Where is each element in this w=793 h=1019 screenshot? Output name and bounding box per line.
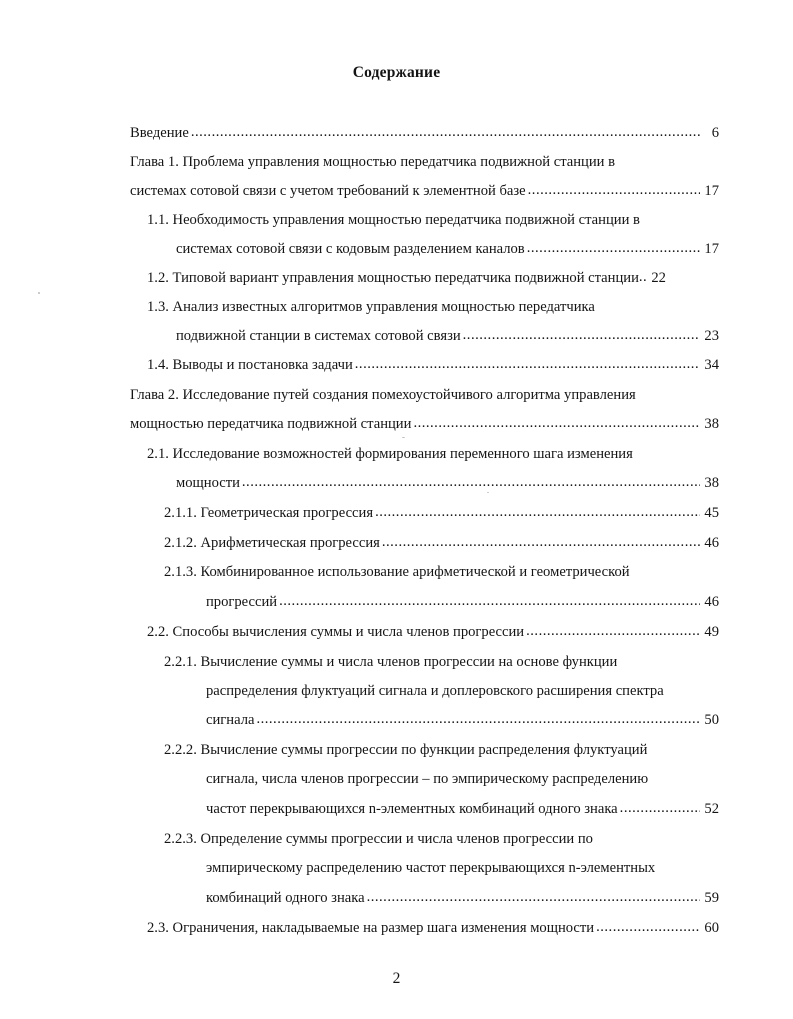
toc-entry-2-1-3[interactable]	[206, 593, 719, 611]
dot-leader	[191, 123, 700, 141]
toc-entry-2-2-3-line-1[interactable]: 2.2.3. Определение суммы прогрессии и числа членов прогрессии по	[164, 831, 593, 847]
page-number: 2	[392, 970, 401, 987]
dot-leader	[367, 888, 700, 906]
dot-leader	[526, 622, 700, 640]
dot-leader	[375, 503, 700, 521]
toc-entry-text: 1.4. Выводы и постановка задачи	[147, 357, 353, 373]
toc-entry-text: системах сотовой связи с учетом требований к элементной базе	[130, 183, 526, 199]
dot-leader	[279, 592, 700, 610]
dot-leader	[242, 473, 700, 491]
toc-page-number: 59	[704, 890, 719, 906]
toc-page-number: 22	[651, 270, 666, 286]
dot-leader	[413, 414, 700, 432]
toc-page-number: 52	[704, 801, 719, 817]
toc-entry-2-1[interactable]	[176, 474, 719, 492]
toc-entry-text: 1.2. Типовой вариант управления мощностью передатчика подвижной станции	[147, 270, 639, 286]
dot-leader	[355, 355, 700, 373]
toc-entry-text: прогрессий	[206, 594, 278, 610]
toc-page-number: 34	[704, 357, 719, 373]
toc-page-number: 46	[704, 594, 719, 610]
toc-entry-2-1-2[interactable]	[164, 534, 719, 552]
toc-entry-text: 2.3. Ограничения, накладываемые на размер шага изменения мощности	[147, 920, 595, 936]
toc-entry-1-1-line-1[interactable]: 1.1. Необходимость управления мощностью передатчика подвижной станции в	[147, 212, 640, 228]
toc-entry-text: подвижной станции в системах сотовой связи	[176, 328, 461, 344]
toc-page-number: 60	[704, 920, 719, 936]
toc-entry-text: сигнала	[206, 712, 255, 728]
toc-entry-text: 2.2. Способы вычисления суммы и числа членов прогрессии	[147, 624, 525, 640]
dot-leader	[639, 268, 647, 286]
toc-entry-2-1-line-1[interactable]: 2.1. Исследование возможностей формирования переменного шага изменения	[147, 446, 633, 462]
toc-entry-2-1-3-line-1[interactable]: 2.1.3. Комбинированное использование арифметической и геометрической	[164, 564, 630, 580]
toc-entry-2-2-2-line-1[interactable]: 2.2.2. Вычисление суммы прогрессии по функции распределения флуктуаций	[164, 742, 648, 758]
toc-page-number: 23	[704, 328, 719, 344]
dot-leader	[256, 710, 700, 728]
toc-entry-text: системах сотовой связи с кодовым разделением каналов	[176, 241, 525, 257]
toc-entry-1-4[interactable]	[147, 356, 719, 374]
toc-entry-text: мощности	[176, 475, 240, 491]
toc-entry-2-2-2-line-2[interactable]: сигнала, числа членов прогрессии – по эмпирическому распределению	[206, 771, 649, 787]
dot-leader	[596, 918, 700, 936]
toc-entry-1-1[interactable]	[176, 240, 719, 258]
toc-page-number: 46	[704, 535, 719, 551]
toc-entry-2-3[interactable]	[147, 919, 719, 937]
toc-page-number: 38	[704, 416, 719, 432]
toc-page-number: 17	[704, 241, 719, 257]
toc-page-number: 17	[704, 183, 719, 199]
scan-speck	[402, 437, 405, 438]
toc-entry-2-2-1[interactable]	[206, 711, 719, 729]
toc-entry-text: частот перекрывающихся n-элементных комбинаций одного знака	[206, 801, 618, 817]
toc-entry-text: комбинаций одного знака	[206, 890, 365, 906]
toc-entry-2-2-3-line-2[interactable]: эмпирическому распределению частот перекрывающихся n-элементных	[206, 860, 656, 876]
toc-entry-text: 2.1.1. Геометрическая прогрессия	[164, 505, 374, 521]
toc-entry-1-3-line-1[interactable]: 1.3. Анализ известных алгоритмов управления мощностью передатчика	[147, 299, 595, 315]
toc-entry-text: мощностью передатчика подвижной станции	[130, 416, 412, 432]
toc-page-number: 6	[711, 125, 719, 141]
toc-page-number: 38	[704, 475, 719, 491]
toc-entry-2-2-2[interactable]	[206, 800, 719, 818]
toc-entry-chapter-2[interactable]	[130, 415, 719, 433]
toc-page-number: 50	[704, 712, 719, 728]
toc-entry-chapter-1[interactable]	[130, 182, 719, 200]
dot-leader	[382, 533, 700, 551]
toc-entry-1-3[interactable]	[176, 327, 719, 345]
page-title: Содержание	[352, 64, 441, 81]
toc-entry-chapter-2-line-1[interactable]: Глава 2. Исследование путей создания помехоустойчивого алгоритма управления	[130, 387, 636, 403]
dot-leader	[463, 326, 700, 344]
toc-entry-2-1-1[interactable]	[164, 504, 719, 522]
toc-entry-1-2[interactable]	[147, 269, 719, 287]
toc-entry-text: 2.1.2. Арифметическая прогрессия	[164, 535, 380, 551]
toc-entry-introduction[interactable]	[130, 124, 719, 142]
toc-entry-2-2-1-line-1[interactable]: 2.2.1. Вычисление суммы и числа членов прогрессии на основе функции	[164, 654, 618, 670]
dot-leader	[620, 799, 700, 817]
toc-entry-chapter-1-line-1[interactable]: Глава 1. Проблема управления мощностью передатчика подвижной станции в	[130, 154, 616, 170]
toc-entry-2-2[interactable]	[147, 623, 719, 641]
toc-entry-text: Введение	[130, 125, 189, 141]
toc-entry-2-2-1-line-2[interactable]: распределения флуктуаций сигнала и доплеровского расширения спектра	[206, 683, 664, 699]
dot-leader	[528, 181, 700, 199]
toc-page-number: 45	[704, 505, 719, 521]
scan-speck	[38, 292, 40, 294]
toc-page-number: 49	[704, 624, 719, 640]
scan-speck	[487, 492, 489, 493]
dot-leader	[527, 239, 700, 257]
toc-entry-2-2-3[interactable]	[206, 889, 719, 907]
